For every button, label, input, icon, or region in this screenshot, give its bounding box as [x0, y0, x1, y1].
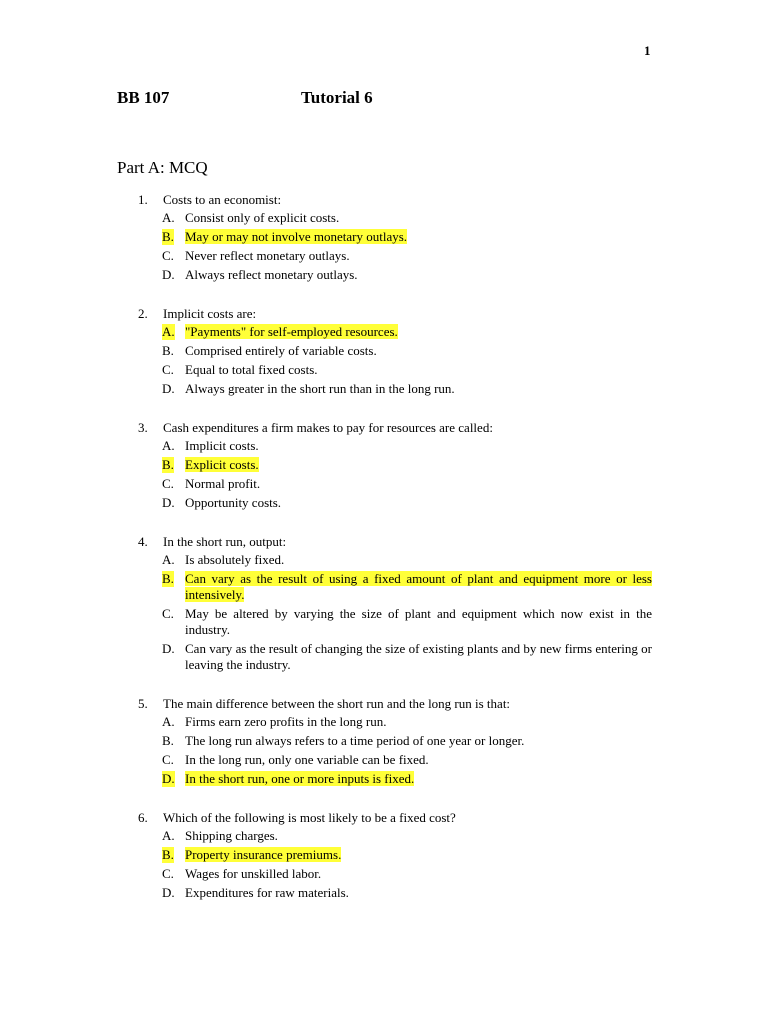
- option-text: Normal profit.: [185, 476, 261, 491]
- answer-option: [138, 361, 652, 380]
- question-stem: [138, 532, 652, 551]
- answer-option: [138, 475, 652, 494]
- page-number: 1: [644, 43, 651, 58]
- answer-option: [138, 846, 652, 865]
- answer-option: [138, 456, 652, 475]
- highlighted-answer-text: Explicit costs.: [185, 457, 259, 472]
- question-list: [138, 190, 652, 922]
- option-text: Wages for unskilled labor.: [185, 866, 322, 881]
- question-text: The main difference between the short run and the long run is that:: [163, 696, 511, 711]
- answer-option: [138, 713, 652, 732]
- option-text: Implicit costs.: [185, 438, 259, 453]
- answer-option: [138, 640, 652, 675]
- option-letter: C.: [162, 476, 174, 491]
- answer-option: [138, 380, 652, 399]
- option-letter: C.: [162, 606, 174, 621]
- option-letter: C.: [162, 752, 174, 767]
- answer-option: [138, 770, 652, 789]
- highlighted-answer-text: May or may not involve monetary outlays.: [185, 229, 408, 244]
- question-number: 3.: [138, 420, 148, 435]
- question-1: [138, 190, 652, 285]
- highlighted-answer-text: "Payments" for self-employed resources.: [185, 324, 398, 339]
- question-text: Cash expenditures a firm makes to pay for resources are called:: [163, 420, 493, 435]
- question-number: 5.: [138, 696, 148, 711]
- answer-option: [138, 323, 652, 342]
- answer-option: [138, 437, 652, 456]
- option-text: May be altered by varying the size of plant and equipment which now exist in the industry.: [185, 606, 652, 637]
- option-letter: B.: [162, 229, 174, 244]
- question-3: [138, 418, 652, 513]
- question-4: [138, 532, 652, 675]
- highlighted-answer-text: Property insurance premiums.: [185, 847, 342, 862]
- question-text: In the short run, output:: [163, 534, 287, 549]
- answer-option: [138, 732, 652, 751]
- option-letter: D.: [162, 267, 175, 282]
- option-text: The long run always refers to a time period of one year or longer.: [185, 733, 525, 748]
- question-text: Implicit costs are:: [163, 306, 257, 321]
- question-stem: [138, 190, 652, 209]
- option-text: Opportunity costs.: [185, 495, 282, 510]
- option-letter: A.: [162, 324, 175, 339]
- option-text: Always reflect monetary outlays.: [185, 267, 358, 282]
- highlighted-answer-text: In the short run, one or more inputs is fixed.: [185, 771, 415, 786]
- answer-option: [138, 865, 652, 884]
- option-text: Is absolutely fixed.: [185, 552, 285, 567]
- part-title: Part A: MCQ: [117, 158, 208, 177]
- option-letter: A.: [162, 210, 175, 225]
- option-text: In the long run, only one variable can be fixed.: [185, 752, 429, 767]
- answer-option: [138, 342, 652, 361]
- answer-option: [138, 605, 652, 640]
- option-letter: A.: [162, 828, 175, 843]
- option-letter: C.: [162, 362, 174, 377]
- answer-option: [138, 494, 652, 513]
- answer-option: [138, 884, 652, 903]
- answer-option: [138, 751, 652, 770]
- answer-option: [138, 827, 652, 846]
- question-text: Costs to an economist:: [163, 192, 282, 207]
- question-number: 6.: [138, 810, 148, 825]
- question-number: 1.: [138, 192, 148, 207]
- question-number: 2.: [138, 306, 148, 321]
- highlighted-answer-text: Can vary as the result of using a fixed amount of plant and equipment more or less intensively.: [185, 571, 652, 602]
- question-text: Which of the following is most likely to be a fixed cost?: [163, 810, 456, 825]
- option-text: Can vary as the result of changing the size of existing plants and by new firms entering or leaving the industry.: [185, 641, 652, 672]
- option-letter: D.: [162, 381, 175, 396]
- option-letter: B.: [162, 847, 174, 862]
- question-stem: [138, 304, 652, 323]
- option-text: Shipping charges.: [185, 828, 278, 843]
- answer-option: [138, 266, 652, 285]
- option-letter: C.: [162, 248, 174, 263]
- question-number: 4.: [138, 534, 148, 549]
- option-letter: B.: [162, 733, 174, 748]
- option-text: Never reflect monetary outlays.: [185, 248, 350, 263]
- question-stem: [138, 694, 652, 713]
- option-text: Comprised entirely of variable costs.: [185, 343, 377, 358]
- question-6: [138, 808, 652, 903]
- option-text: Consist only of explicit costs.: [185, 210, 340, 225]
- option-letter: C.: [162, 866, 174, 881]
- answer-option: [138, 209, 652, 228]
- answer-option: [138, 570, 652, 605]
- course-code: BB 107: [117, 88, 170, 107]
- option-letter: D.: [162, 771, 175, 786]
- option-letter: B.: [162, 343, 174, 358]
- option-text: Always greater in the short run than in the long run.: [185, 381, 455, 396]
- answer-option: [138, 228, 652, 247]
- option-letter: A.: [162, 438, 175, 453]
- option-letter: A.: [162, 714, 175, 729]
- option-letter: B.: [162, 457, 174, 472]
- option-letter: D.: [162, 641, 175, 656]
- question-2: [138, 304, 652, 399]
- question-stem: [138, 808, 652, 827]
- answer-option: [138, 247, 652, 266]
- option-letter: A.: [162, 552, 175, 567]
- question-5: [138, 694, 652, 789]
- option-letter: B.: [162, 571, 174, 586]
- option-text: Firms earn zero profits in the long run.: [185, 714, 387, 729]
- option-letter: D.: [162, 885, 175, 900]
- option-text: Expenditures for raw materials.: [185, 885, 349, 900]
- tutorial-title: Tutorial 6: [301, 88, 373, 107]
- answer-option: [138, 551, 652, 570]
- option-letter: D.: [162, 495, 175, 510]
- option-text: Equal to total fixed costs.: [185, 362, 318, 377]
- question-stem: [138, 418, 652, 437]
